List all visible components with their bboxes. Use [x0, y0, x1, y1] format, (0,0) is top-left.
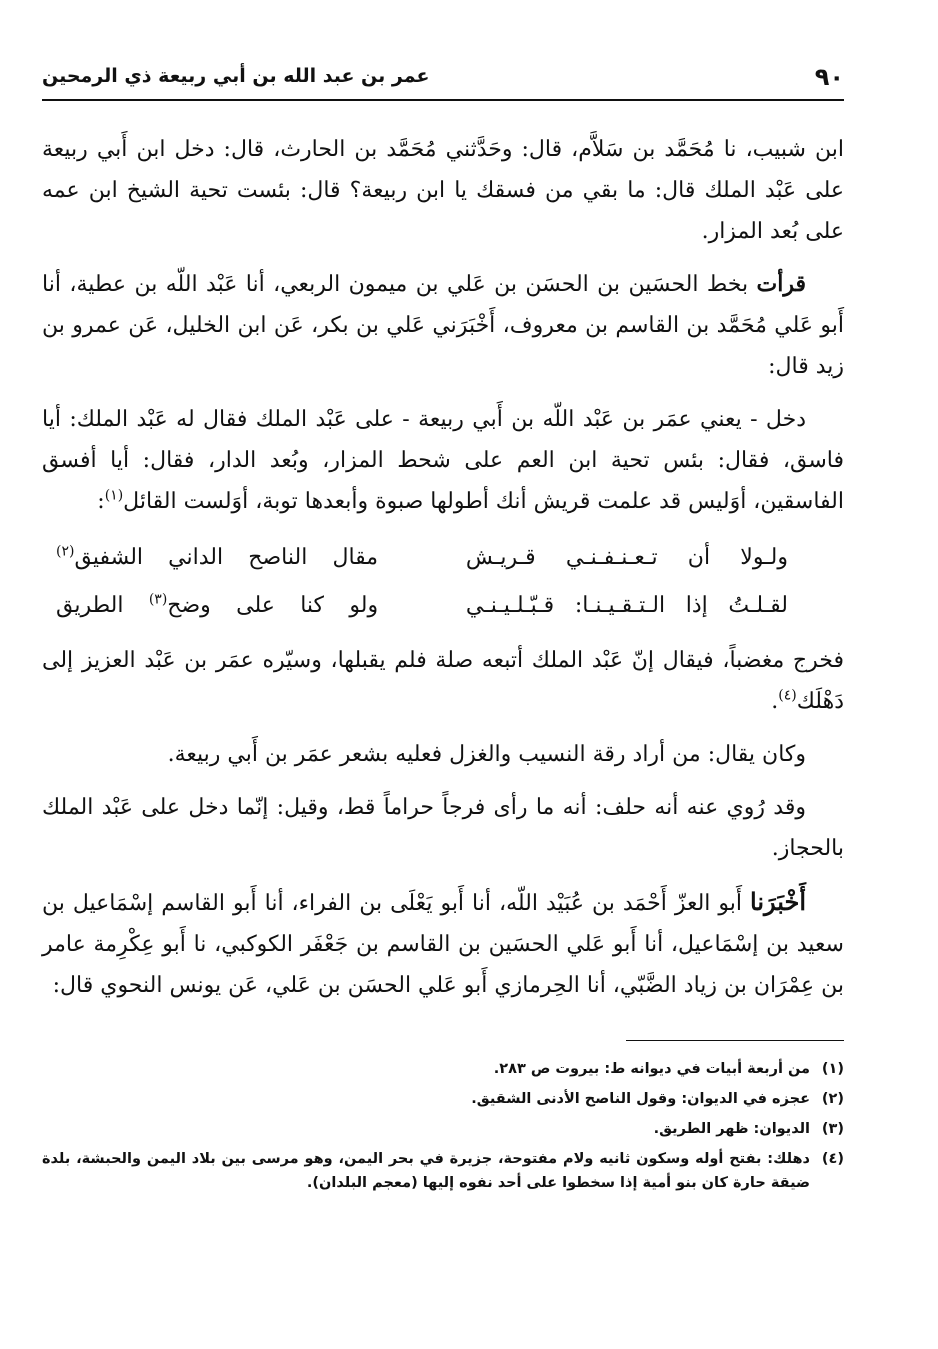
- paragraph-5: [42, 734, 844, 775]
- paragraph-4: [42, 640, 844, 722]
- footnote-2: [42, 1087, 844, 1111]
- paragraph-1: [42, 129, 844, 252]
- verse-1-second-hemistich: [56, 534, 378, 582]
- footnote-number: (٢): [821, 1091, 844, 1107]
- footnote-text: الديوان: ظهر الطريق.: [653, 1121, 810, 1137]
- footnote-number: (٣): [821, 1121, 844, 1137]
- paragraph-1-text: ابن شبيب، نا مُحَمَّد بن سَلاَّم، قال: وحَدَّثني مُحَمَّد بن الحارث، قال: دخل ابن أَبي ربيعة على عَبْد الملك قال: ما بقي من فسقك يا ابن ربيعة؟ قال: بئست تحية الشيخ ابن عمه على بُعد المزار.: [42, 137, 844, 244]
- verse-2-second-hemistich: [56, 582, 378, 630]
- footnote-separator: [626, 1040, 844, 1041]
- footnote-ref-1[interactable]: (١): [104, 487, 124, 504]
- paragraph-2: [42, 264, 844, 387]
- footnote-4: [42, 1147, 844, 1195]
- paragraph-5-text: وكان يقال: من أراد رقة النسيب والغزل فعليه بشعر عمَر بن أَبي ربيعة.: [167, 742, 806, 767]
- verse-1-first-hemistich: ولـولا أن تـعـنـفـنـي قـريـش: [465, 545, 788, 570]
- main-text: [42, 129, 844, 1006]
- footnote-1: [42, 1057, 844, 1081]
- footnote-number: (١): [821, 1061, 844, 1077]
- poem: [42, 534, 844, 630]
- verse-2-second-text-b: الطريق: [56, 593, 149, 618]
- footnotes: [42, 1057, 844, 1195]
- paragraph-2-lead: قرأت: [756, 271, 806, 297]
- verse-2-first-hemistich: لقـلـتُ إذا الـتـقـيـنـا: قـبّـلـيـنـي: [465, 593, 788, 618]
- footnote-text: عجزه في الديوان: وقول الناصح الأدنى الشقيق.: [471, 1091, 810, 1107]
- paragraph-7-text: أَبو العزّ أَحْمَد بن عُبَيْد اللّه، أنا أَبو يَعْلَى بن الفراء، أنا أَبو القاسم إسْمَاعيل بن سعيد بن إسْمَاعيل، أنا أَبو عَلي الحسَين بن القاسم بن جَعْفَر الكوكبي، نا أَبو عِكْرِمة عامر بن عِمْرَان بن زياد الضَّبّي، أنا الحِرمازي أَبو عَلي الحسَن بن عَلي، عَن يونس النحوي قال:: [42, 891, 844, 998]
- footnote-ref-4[interactable]: (٤): [778, 687, 797, 704]
- paragraph-4-text: فخرج مغضباً، فيقال إنّ عَبْد الملك أتبعه صلة فلم يقبلها، وسيّره عمَر بن عَبْد العزيز إلى دَهْلَك: [42, 648, 844, 714]
- paragraph-4-end: .: [771, 689, 779, 714]
- verse-1-second-text: مقال الناصح الداني الشفيق: [74, 545, 379, 570]
- paragraph-6-text: وقد رُوي عنه أنه حلف: أنه ما رأى فرجاً حراماً قط، وقيل: إنّما دخل على عَبْد الملك بالحجاز.: [42, 795, 844, 861]
- page-number: ٩٠: [814, 63, 844, 91]
- footnote-text: دهلك: بفتح أوله وسكون ثانيه ولام مفتوحة، جزيرة في بحر اليمن، وهو مرسى بين بلاد اليمن والحبشة، بلدة ضيقة حارة كان بنو أمية إذا سخطوا على أحد نفوه إليها (معجم البلدان).: [42, 1151, 810, 1191]
- poem-verse-2: [42, 582, 844, 630]
- paragraph-3: [42, 399, 844, 522]
- running-header: [42, 55, 844, 101]
- footnote-number: (٤): [821, 1151, 844, 1167]
- paragraph-3-text: دخل - يعني عمَر بن عَبْد اللّه بن أَبي ربيعة - على عَبْد الملك فقال له عَبْد الملك: أيا فاسق، فقال: بئس تحية ابن العم على شحط المزار، وبُعد الدار، فقال: أيا أفسق الفاسقين، أوَليس قد علمت قريش أنك أطولها صبوة وأبعدها توبة، أوَلست القائل: [42, 407, 844, 514]
- paragraph-3-end: :: [97, 489, 105, 514]
- footnote-3: [42, 1117, 844, 1141]
- paragraph-2-text: بخط الحسَين بن الحسَن بن عَلي بن ميمون الربعي، أنا عَبْد اللّه بن عطية، أنا أَبو عَلي مُحَمَّد بن القاسم بن معروف، أَخْبَرَني عَلي بن بكر، عَن ابن الخليل، عَن عمرو بن زيد قال:: [42, 272, 844, 379]
- paragraph-6: [42, 787, 844, 869]
- footnote-text: من أربعة أبيات في ديوانه ط: بيروت ص ٢٨٣.: [493, 1061, 810, 1077]
- footnote-ref-3[interactable]: (٣): [148, 591, 168, 608]
- running-title: عمر بن عبد الله بن أبي ربيعة ذي الرمحين: [42, 65, 430, 87]
- paragraph-7-lead: أَخْبَرَنا: [750, 887, 806, 916]
- poem-verse-1: [42, 534, 844, 582]
- book-page: [42, 55, 844, 1315]
- verse-2-second-text-a: ولو كنا على وضح: [167, 593, 379, 618]
- paragraph-7: [42, 881, 844, 1006]
- footnote-ref-2[interactable]: (٢): [56, 543, 75, 560]
